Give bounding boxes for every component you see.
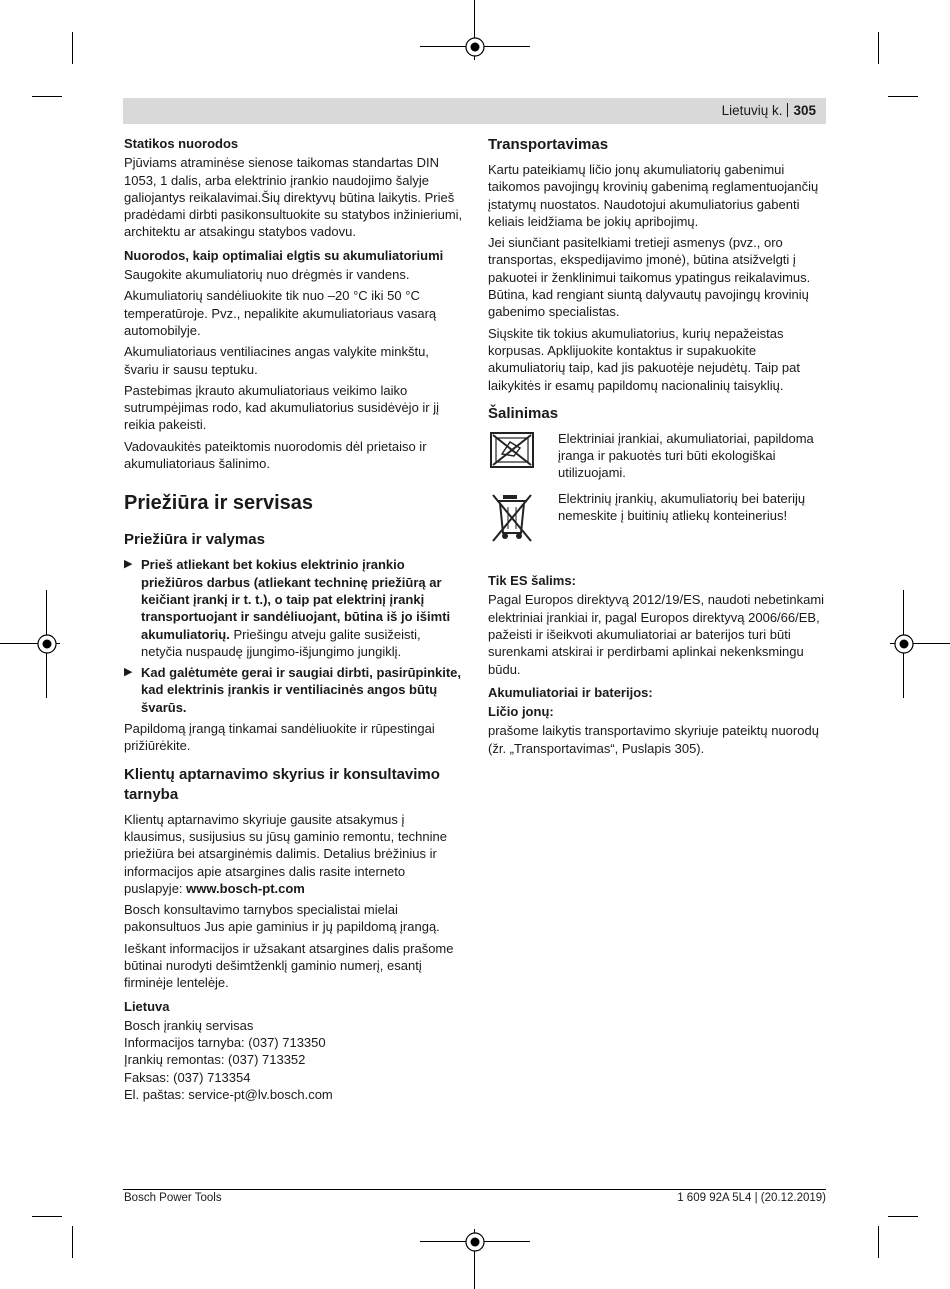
batteries-heading: Akumuliatoriai ir baterijos: bbox=[488, 684, 653, 700]
battery-paragraph: Vadovaukitės pateiktomis nuorodomis dėl prietaiso ir akumuliatoriaus šalinimo. bbox=[124, 438, 427, 472]
care-heading: Priežiūra ir valymas bbox=[124, 531, 265, 549]
service-url-link[interactable]: www.bosch-pt.com bbox=[186, 880, 305, 896]
disposal-text: Elektriniai įrankiai, akumuliatoriai, papildoma įranga ir pakuotės turi būti ekologiškai utilizuojami. bbox=[558, 430, 814, 481]
liion-heading: Ličio jonų: bbox=[488, 704, 554, 720]
crossed-out-bin-icon bbox=[488, 490, 536, 544]
header-separator bbox=[787, 103, 788, 117]
battery-paragraph: Pastebimas įkrauto akumuliatoriaus veikimo laiko sutrumpėjimas rodo, kad akumuliatorius susidėvėjo ir jį reikia pakeisti. bbox=[124, 382, 440, 433]
footer-brand: Bosch Power Tools bbox=[124, 1192, 222, 1204]
transport-paragraph: Kartu pateikiamų ličio jonų akumuliatorių gabenimui taikomos pavojingų krovinių gabenimą reglamentuojančių įstatymų nuostatos. Naudotojui akumuliatorius gabenti keliais leidžiama be jokių apribojimų. bbox=[488, 162, 819, 229]
battery-paragraph: Saugokite akumuliatorių nuo drėgmės ir vandens. bbox=[124, 267, 410, 283]
address-line: Faksas: (037) 713354 bbox=[124, 1069, 251, 1085]
eu-paragraph: Pagal Europos direktyvą 2012/19/ES, naudoti nebetinkami elektriniai įrankiai ir, pagal Europos direktyvą 2006/66/EB, pažeisti ir išeikvoti akumuliatoriai ar baterijos turi būti surenkami atskirai ir perdirbami aplinkai nekenksmingu būdu. bbox=[488, 592, 825, 677]
header-label bbox=[722, 102, 816, 120]
care-paragraph: Papildomą įrangą tinkamai sandėliuokite ir rūpestingai prižiūrėkite. bbox=[124, 721, 435, 754]
crop-mark bbox=[888, 1216, 918, 1217]
footer-divider bbox=[123, 1189, 826, 1190]
crop-mark bbox=[32, 1216, 62, 1217]
bullet-item bbox=[124, 556, 464, 660]
transport-paragraph: Jei siunčiant pasitelkiami tretieji asmenys (pvz., oro transportas, ekspedijavimo įmonė), būtina atsižvelgti į pakuotei ir ženklinimui taikomus ypatingus reikalavimus. Būtina, kad rengiant siuntą dalyvautų pavojingų krovinių gabenimo specialistas. bbox=[488, 235, 811, 320]
footer-doc-number: 1 609 92A 5L4 | (20.12.2019) bbox=[677, 1192, 826, 1204]
service-paragraph: Ieškant informacijos ir užsakant atsargines dalis prašome būtinai nurodyti dešimtženklį gaminio numerį, esantį firminėje lentelėje. bbox=[124, 940, 454, 991]
registration-mark-icon bbox=[464, 1231, 486, 1253]
bullet-arrow-icon: ▶ bbox=[124, 558, 133, 571]
bullet-bold-text: Kad galėtumėte gerai ir saugiai dirbti, pasirūpinkite, kad elektrinis įrankis ir ventiliacinės angos būtų švarūs. bbox=[141, 665, 462, 715]
crop-mark bbox=[72, 32, 73, 64]
service-paragraph bbox=[124, 811, 464, 897]
address-block bbox=[124, 1017, 464, 1103]
disposal-text: Elektrinių įrankių, akumuliatorių bei baterijų nemeskite į buitinių atliekų konteinerius! bbox=[558, 490, 806, 524]
registration-mark-icon bbox=[893, 633, 915, 655]
disposal-recycle-row bbox=[488, 430, 826, 482]
transport-heading: Transportavimas bbox=[488, 136, 609, 153]
header-language: Lietuvių k. bbox=[721, 103, 783, 118]
crop-mark bbox=[72, 1226, 73, 1258]
registration-mark-icon bbox=[36, 633, 58, 655]
section-title: Priežiūra ir servisas bbox=[124, 492, 314, 515]
left-column bbox=[124, 135, 464, 1103]
right-column bbox=[488, 135, 826, 761]
battery-paragraph: Akumuliatoriaus ventiliacines angas valykite minkštu, švariu ir sausu teptuku. bbox=[124, 344, 429, 377]
transport-paragraph: Siųskite tik tokius akumuliatorius, kurių nepažeistas korpusas. Apklijuokite kontaktus ir supakuokite akumuliatorių taip, kad jis pakuotėje nejudėtų. Taip pat laikykitės ir esamų papildomų nacionalinių taisyklių. bbox=[488, 325, 800, 393]
crop-mark bbox=[32, 96, 62, 97]
service-paragraph: Bosch konsultavimo tarnybos specialistai mielai pakonsultuos Jus apie gaminius ir jų papildomą įrangą. bbox=[124, 902, 440, 935]
do-not-dispose-box-icon bbox=[488, 430, 536, 470]
disposal-bin-row bbox=[488, 490, 826, 548]
page-header bbox=[123, 98, 826, 124]
address-line: Įrankių remontas: (037) 713352 bbox=[124, 1052, 306, 1068]
crop-mark bbox=[888, 96, 918, 97]
bullet-item bbox=[124, 664, 464, 716]
crop-mark bbox=[878, 32, 879, 64]
service-text: Klientų aptarnavimo skyriuje gausite atsakymus į klausimus, susijusius su jūsų gaminio remontu, technine priežiūra bei atsarginėmis dalimis. Detalius brėžinius ir informacijos apie atsargines dalis rasite interneto puslapyje: bbox=[124, 811, 447, 896]
bullet-bold-text: Prieš atliekant bet kokius elektrinio įrankio priežiūros darbus (atliekant techninę priežiūrą ar keičiant įrankį ir t. t.), o taip pat elektrinį įrankį transportuojant ir sandėliuojant, būtina iš jo išimti akumuliatorių. bbox=[141, 557, 451, 642]
eu-heading: Tik ES šalims: bbox=[488, 573, 576, 589]
bullet-arrow-icon: ▶ bbox=[124, 666, 133, 679]
static-heading: Statikos nuorodos bbox=[124, 136, 239, 151]
address-line: Informacijos tarnyba: (037) 713350 bbox=[124, 1035, 326, 1051]
page-number: 305 bbox=[793, 103, 816, 118]
crop-mark bbox=[878, 1226, 879, 1258]
liion-paragraph: prašome laikytis transportavimo skyriuje pateiktų nuorodų (žr. „Transportavimas“, Puslapis 305). bbox=[488, 723, 819, 756]
service-heading: Klientų aptarnavimo skyrius ir konsultavimo tarnyba bbox=[124, 765, 440, 803]
battery-paragraph: Akumuliatorių sandėliuokite tik nuo –20 °C iki 50 °C temperatūroje. Pvz., nepalikite akumuliatoriaus vasarą automobilyje. bbox=[124, 288, 437, 338]
static-text: Pjūviams atraminėse sienose taikomas standartas DIN 1053, 1 dalis, arba elektrinio įrankio naudojimo šalyje galiojantys reikalavimai.Šių direktyvų būtina laikytis. Prieš pradėdami dirbti pasikonsultuokite su statybos inžinieriumi, architektu ar atsakingu statybos vadovu. bbox=[124, 155, 463, 240]
address-line: Bosch įrankių servisas bbox=[124, 1017, 254, 1033]
disposal-heading: Šalinimas bbox=[488, 404, 559, 422]
registration-mark-icon bbox=[464, 36, 486, 58]
country-heading: Lietuva bbox=[124, 998, 170, 1014]
bullet-text: Priešingu atveju galite susižeisti, netyčia nuspaudę įjungimo-išjungimo jungiklį. bbox=[141, 626, 421, 659]
address-line: El. paštas: service-pt@lv.bosch.com bbox=[124, 1087, 333, 1103]
battery-heading: Nuorodos, kaip optimaliai elgtis su akumuliatoriumi bbox=[124, 247, 444, 263]
